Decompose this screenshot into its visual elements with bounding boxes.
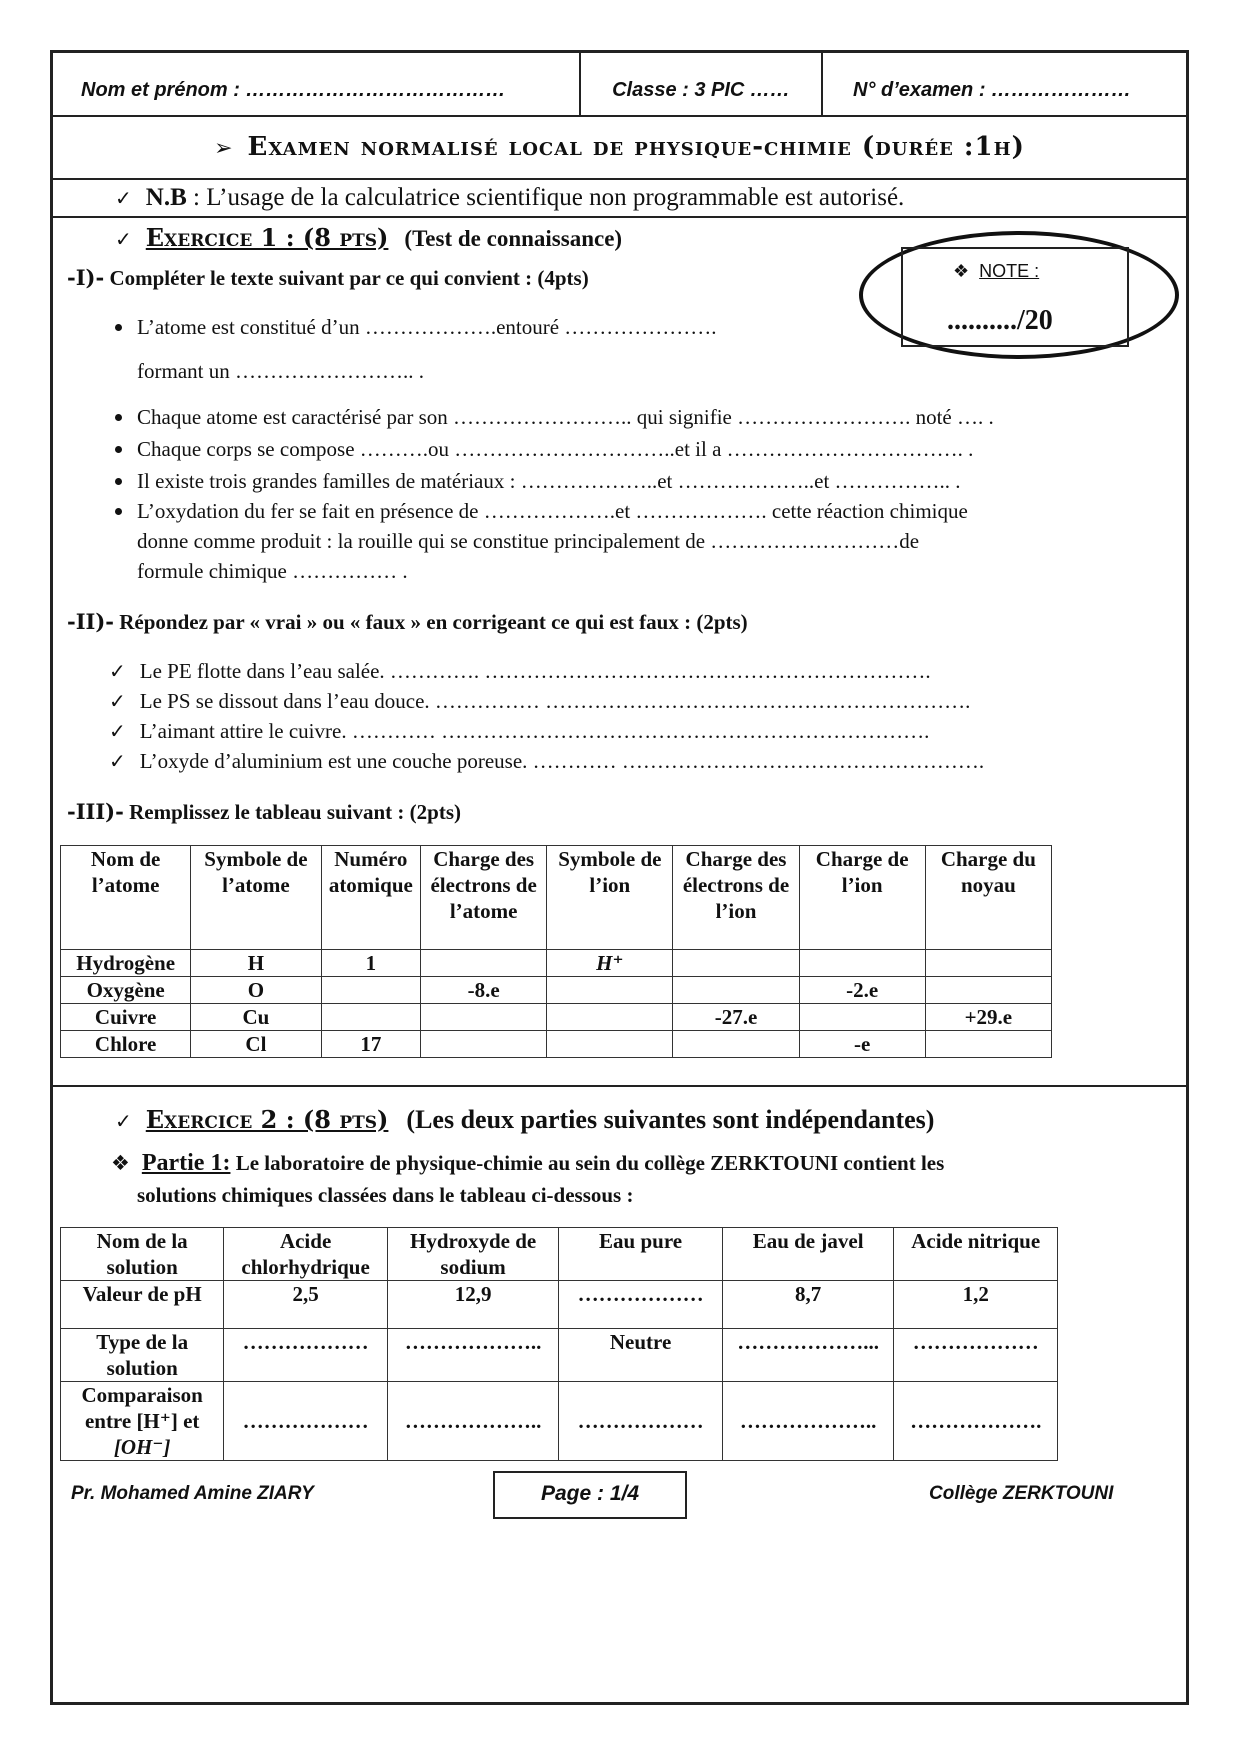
table-cell: Type de la solution xyxy=(61,1329,224,1382)
table-cell: +29.e xyxy=(925,1004,1051,1031)
exam-number-field: N° d’examen : ………………… xyxy=(853,79,1132,101)
table-cell xyxy=(673,950,799,977)
table-header: Hydroxyde de sodium xyxy=(387,1228,559,1281)
bullet-text: Il existe trois grandes familles de matériaux : ………………..et ………………..et …………….. . xyxy=(137,469,961,493)
comparison-label: entre [H⁺] et xyxy=(84,1409,200,1433)
section-1-heading: -I)- Compléter le texte suivant par ce qui convient : (4pts) xyxy=(67,265,589,290)
ex1-subtitle: (Test de connaissance) xyxy=(404,226,623,251)
table-cell: O xyxy=(191,977,321,1004)
check-icon: ✓ xyxy=(115,186,132,210)
table-cell: Cu xyxy=(191,1004,321,1031)
table-header: Eau de javel xyxy=(722,1228,894,1281)
check-icon: ✓ xyxy=(115,1109,132,1133)
table-cell: Cl xyxy=(191,1031,321,1058)
note-label: ❖ NOTE : xyxy=(953,261,1040,281)
footer-school: Collège ZERKTOUNI xyxy=(929,1483,1114,1504)
table-row xyxy=(61,977,1052,1004)
table-header: Nom de l’atome xyxy=(61,846,191,950)
bullet-text: Chaque atome est caractérisé par son …………………….. qui signifie ……………………. noté …. . xyxy=(137,405,994,429)
table-cell: 1,2 xyxy=(894,1281,1058,1329)
table-cell: Valeur de pH xyxy=(61,1281,224,1329)
table-cell xyxy=(321,977,421,1004)
table-cell: 12,9 xyxy=(387,1281,559,1329)
comparison-label: [OH⁻] xyxy=(113,1435,171,1459)
table-cell: 2,5 xyxy=(224,1281,388,1329)
table-cell: -e xyxy=(799,1031,925,1058)
table-row xyxy=(61,1004,1052,1031)
table-cell: 1 xyxy=(321,950,421,977)
table-header: Charge des électrons de l’atome xyxy=(421,846,547,950)
check-icon: ✓ xyxy=(109,749,126,773)
note-value: ........../20 xyxy=(947,305,1053,336)
table-header: Charge des électrons de l’ion xyxy=(673,846,799,950)
note-box xyxy=(901,247,1129,347)
table-cell: ……………….. xyxy=(722,1382,894,1461)
vf-item: ✓ Le PE flotte dans l’eau salée. …………. ………………………………………………………. xyxy=(109,659,931,683)
table-row xyxy=(61,1382,1058,1461)
ex2-subtitle: (Les deux parties suivantes sont indépendantes) xyxy=(406,1105,935,1134)
table-cell: Neutre xyxy=(559,1329,722,1382)
table-cell: H⁺ xyxy=(547,950,673,977)
table-cell: ……………… xyxy=(559,1382,722,1461)
table-cell: ……………….. xyxy=(387,1329,559,1382)
table-cell xyxy=(421,1004,547,1031)
vf-item: ✓ L’oxyde d’aluminium est une couche poreuse. ………… ……………………………………………. xyxy=(109,749,985,773)
table-cell xyxy=(799,1004,925,1031)
table-cell xyxy=(421,1031,547,1058)
table-cell xyxy=(925,950,1051,977)
table-cell: -2.e xyxy=(799,977,925,1004)
table-cell xyxy=(547,1004,673,1031)
table-cell: ………………. xyxy=(894,1382,1058,1461)
table-cell: 8,7 xyxy=(722,1281,894,1329)
ex1-heading xyxy=(115,223,622,252)
diamond-icon: ❖ xyxy=(953,261,970,281)
ex2-title: Exercice 2 : (8 pts) xyxy=(145,1105,389,1134)
class-field: Classe : 3 PIC …… xyxy=(581,53,823,115)
bullet-text: formant un …………………….. . xyxy=(137,359,424,383)
table-cell xyxy=(799,950,925,977)
bullet-text: L’oxydation du fer se fait en présence de ……………….et ………………. cette réaction chimique xyxy=(137,499,968,523)
footer-author: Pr. Mohamed Amine ZIARY xyxy=(71,1483,314,1504)
table-cell xyxy=(421,950,547,977)
bullet-text: donne comme produit : la rouille qui se constitue principalement de ………………………de xyxy=(137,529,920,553)
part1-intro-line2: solutions chimiques classées dans le tableau ci-dessous : xyxy=(137,1183,634,1207)
bullet-text: L’atome est constitué d’un ……………….entouré …………………. xyxy=(137,315,717,339)
table-row xyxy=(61,950,1052,977)
table-header: Numéro atomique xyxy=(321,846,421,950)
table-cell: ……………… xyxy=(224,1382,388,1461)
table-header: Symbole de l’ion xyxy=(547,846,673,950)
table-cell xyxy=(673,977,799,1004)
diamond-icon: ❖ xyxy=(111,1151,130,1175)
bullet xyxy=(115,465,129,485)
check-icon: ✓ xyxy=(109,689,126,713)
table-cell: ……………… xyxy=(559,1281,722,1329)
nb-row xyxy=(53,178,1186,218)
table-cell: ……………… xyxy=(894,1329,1058,1382)
check-icon: ✓ xyxy=(115,227,132,251)
table-header-row xyxy=(61,846,1052,950)
table-header: Acide nitrique xyxy=(894,1228,1058,1281)
table-cell: 17 xyxy=(321,1031,421,1058)
exam-title xyxy=(53,119,1186,177)
solutions-table xyxy=(60,1227,1058,1461)
bullet-text: formule chimique …………… . xyxy=(137,559,408,583)
table-header: Symbole de l’atome xyxy=(191,846,321,950)
check-icon: ✓ xyxy=(109,659,126,683)
table-cell: ……………….. xyxy=(387,1382,559,1461)
table-cell xyxy=(925,977,1051,1004)
table-header-row xyxy=(61,1228,1058,1281)
table-cell: Cuivre xyxy=(61,1004,191,1031)
page-number: Page : 1/4 xyxy=(493,1471,687,1519)
table-cell: H xyxy=(191,950,321,977)
exam-header xyxy=(53,53,1186,117)
table-cell: ……………… xyxy=(224,1329,388,1382)
table-cell xyxy=(925,1031,1051,1058)
table-cell xyxy=(321,1004,421,1031)
bullet-text: Chaque corps se compose ……….ou …………………………..et il a ……………………………. . xyxy=(137,437,974,461)
table-header: Eau pure xyxy=(559,1228,722,1281)
table-header: Charge du noyau xyxy=(925,846,1051,950)
table-cell xyxy=(61,1382,224,1461)
table-header: Charge de l’ion xyxy=(799,846,925,950)
table-cell xyxy=(547,977,673,1004)
comparison-label: Comparaison xyxy=(81,1383,203,1407)
name-field: Nom et prénom : ………………………………… xyxy=(53,53,581,115)
table-cell: ………………... xyxy=(722,1329,894,1382)
table-header: Nom de la solution xyxy=(61,1228,224,1281)
part1-intro: ❖ Partie 1: Le laboratoire de physique-chimie au sein du collège ZERKTOUNI contient les xyxy=(111,1150,945,1176)
section-divider xyxy=(53,1085,1186,1087)
exam-title-text: Examen normalisé local de physique-chimie (durée :1h) xyxy=(247,132,1025,162)
table-cell: -8.e xyxy=(421,977,547,1004)
bullet xyxy=(115,311,129,331)
table-cell: Chlore xyxy=(61,1031,191,1058)
section-2-heading: -II)- Répondez par « vrai » ou « faux » en corrigeant ce qui est faux : (2pts) xyxy=(67,609,748,634)
bullet xyxy=(115,401,129,421)
table-row xyxy=(61,1031,1052,1058)
table-row xyxy=(61,1281,1058,1329)
vf-item: ✓ Le PS se dissout dans l’eau douce. …………… ……………………………………………………. xyxy=(109,689,971,713)
vf-item: ✓ L’aimant attire le cuivre. ………… ……………………………………………………………. xyxy=(109,719,930,743)
ex2-heading xyxy=(115,1105,934,1135)
table-cell: -27.e xyxy=(673,1004,799,1031)
table-row xyxy=(61,1329,1058,1382)
exam-frame xyxy=(50,50,1189,1705)
table-cell xyxy=(673,1031,799,1058)
check-icon: ✓ xyxy=(109,719,126,743)
table-cell xyxy=(547,1031,673,1058)
atom-table xyxy=(60,845,1052,1058)
bullet xyxy=(115,433,129,453)
nb-text: : L’usage de la calculatrice scientifique non programmable est autorisé. xyxy=(186,184,905,211)
ex1-title: Exercice 1 : (8 pts) xyxy=(145,223,389,252)
table-cell: Hydrogène xyxy=(61,950,191,977)
table-cell: Oxygène xyxy=(61,977,191,1004)
bullet xyxy=(115,495,129,515)
section-3-heading: -III)- Remplissez le tableau suivant : (2pts) xyxy=(67,799,462,824)
nb-label: N.B xyxy=(145,184,187,211)
arrow-icon: ➢ xyxy=(214,136,234,161)
table-header: Acide chlorhydrique xyxy=(224,1228,388,1281)
